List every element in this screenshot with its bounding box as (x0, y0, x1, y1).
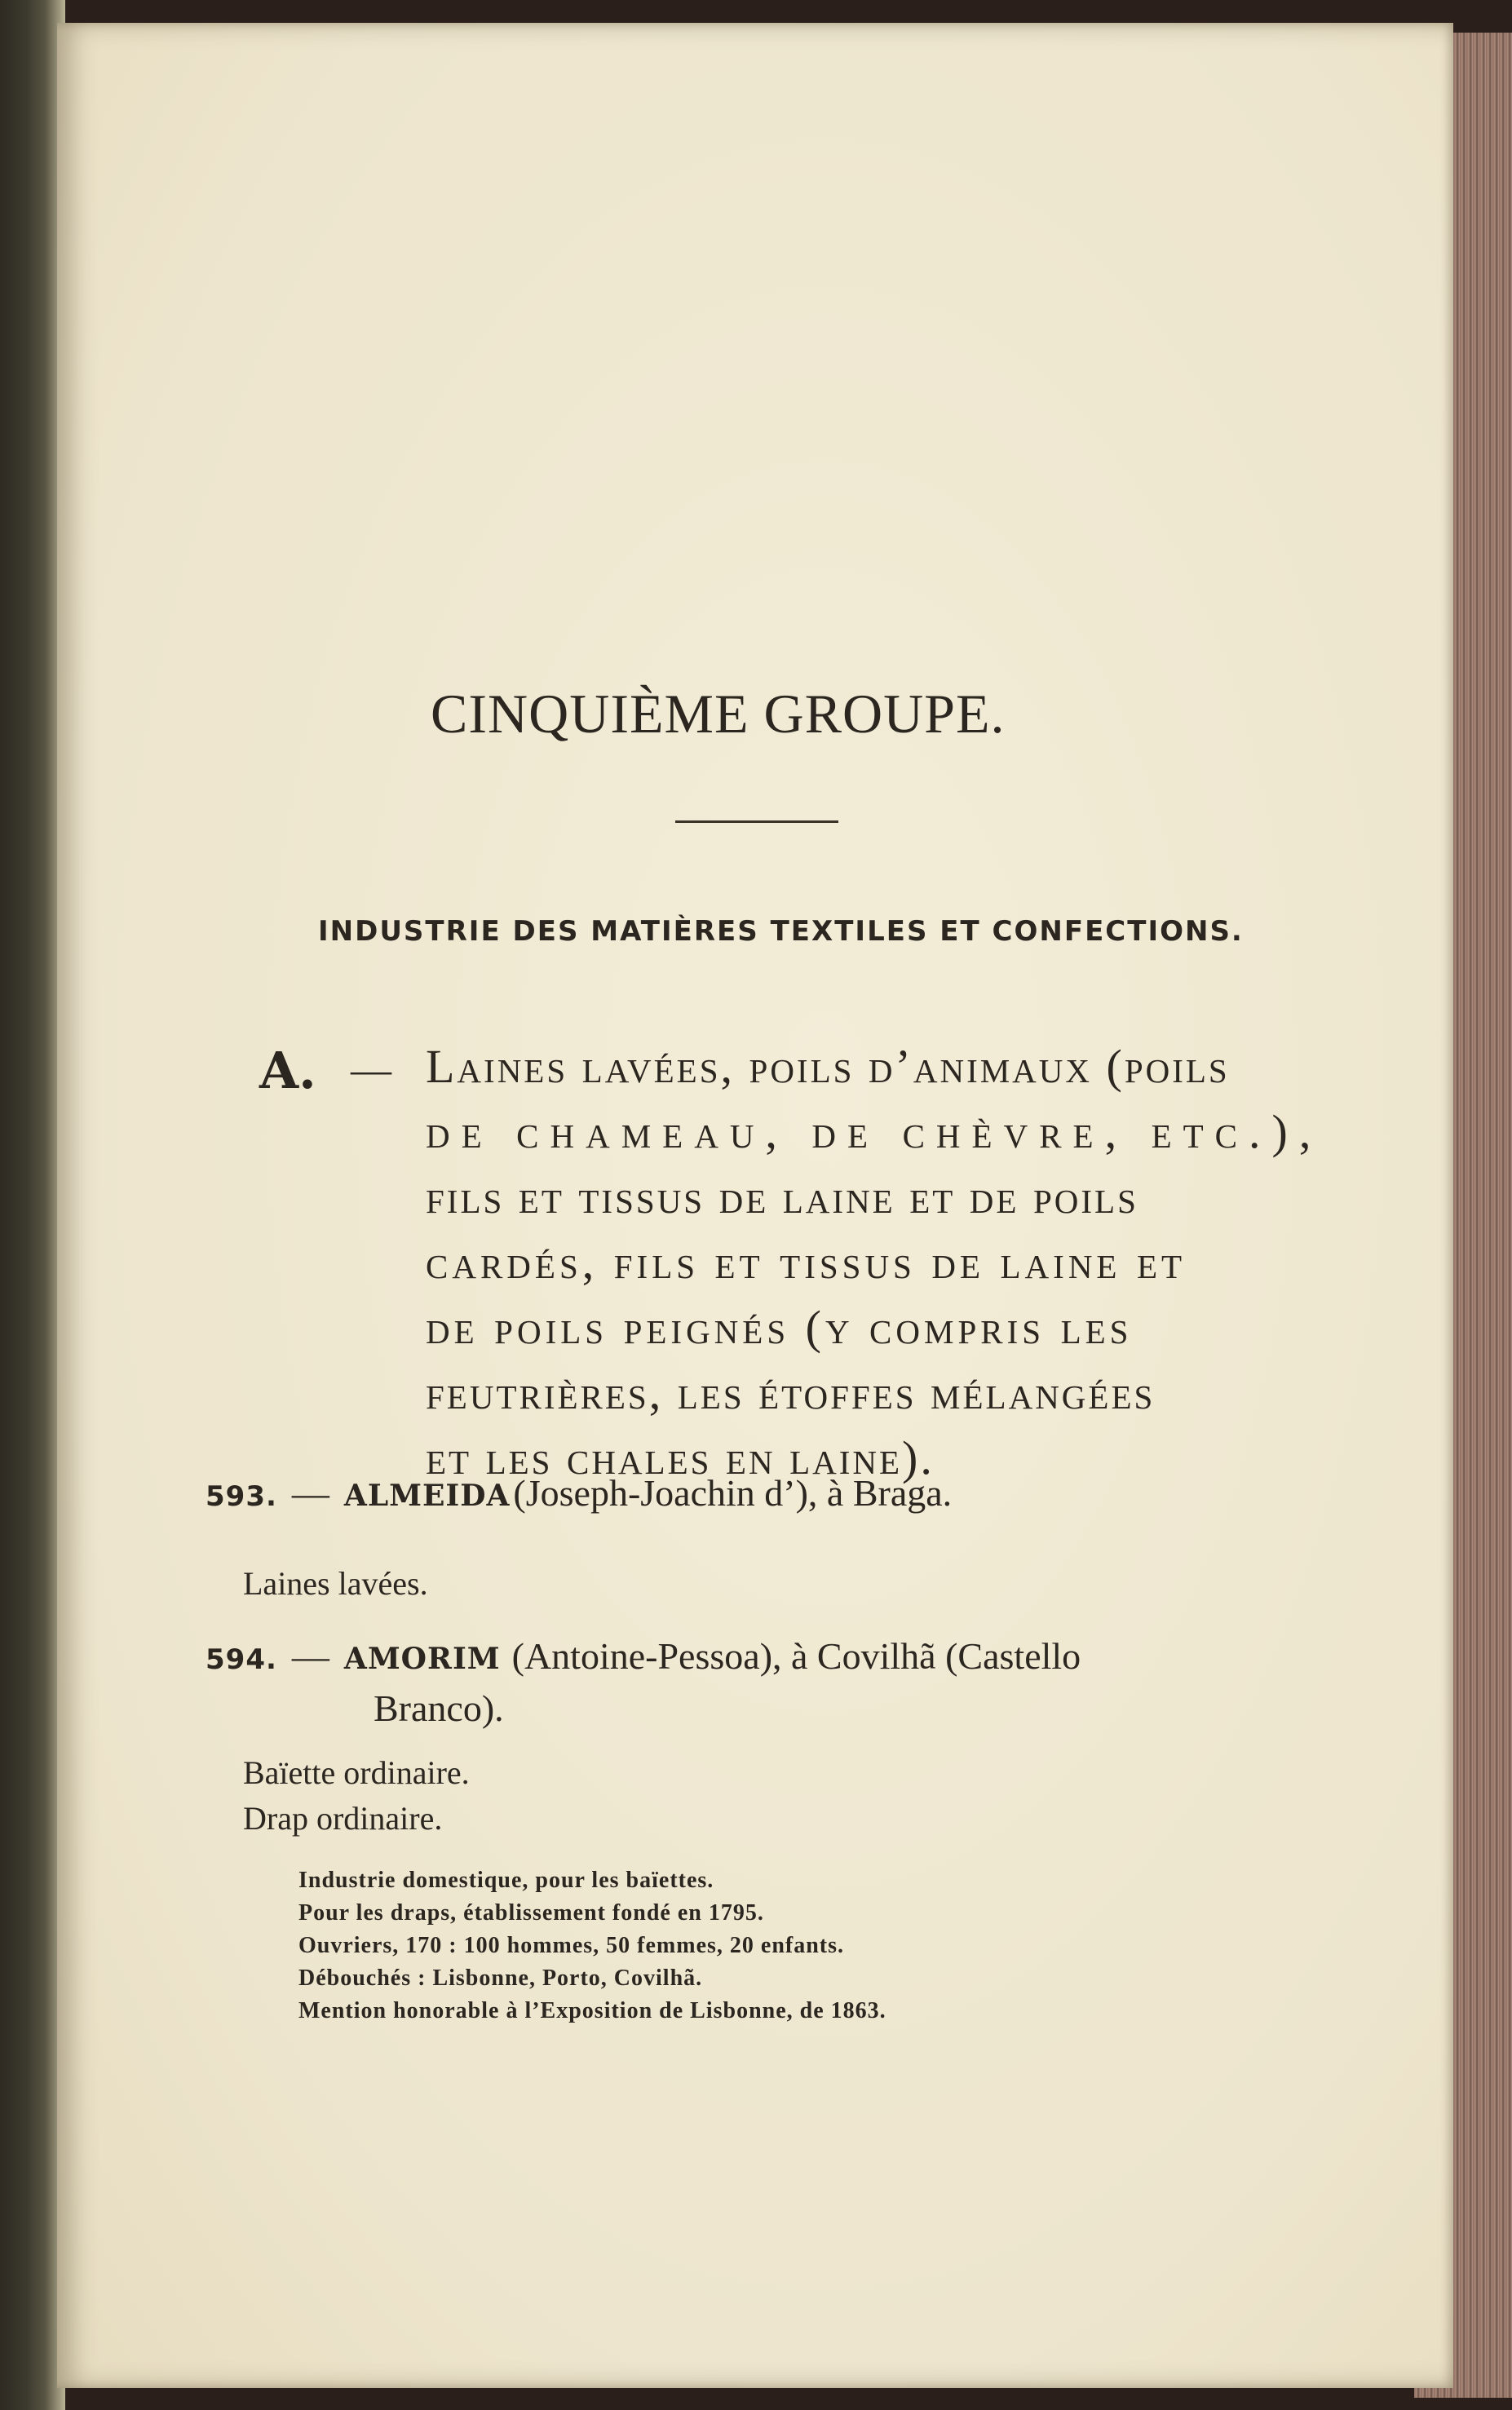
entry-dash: — (291, 1635, 329, 1677)
title-rule (675, 820, 838, 823)
book-binding (0, 0, 65, 2410)
entry-593-heading (206, 1471, 952, 1515)
exhibitor-details: (Joseph-Joachin d’), à Braga. (513, 1472, 953, 1514)
section-heading (426, 1034, 1322, 1491)
note-line: Ouvriers, 170 : 100 hommes, 50 femmes, 20 enfants. (298, 1933, 845, 1958)
product-item: Drap ordinaire. (243, 1800, 443, 1837)
entry-dash: — (291, 1472, 329, 1514)
section-line: fils et tissus de laine et de poils (426, 1170, 1138, 1223)
book-page (57, 23, 1453, 2388)
entry-number: 593. (206, 1480, 277, 1513)
note-line: Débouchés : Lisbonne, Porto, Covilhã. (298, 1966, 703, 1991)
section-line: et les chales en laine). (426, 1431, 935, 1484)
section-letter: A. (259, 1041, 316, 1100)
section-line: Laines lavées, poils d’animaux (poils (426, 1040, 1230, 1093)
note-line: Mention honorable à l’Exposition de Lisbonne, de 1863. (298, 1998, 886, 2023)
product-item: Laines lavées. (243, 1565, 428, 1602)
section-line: cardés, fils et tissus de laine et (426, 1236, 1187, 1289)
entry-594-heading (206, 1634, 1081, 1678)
exhibitor-name: AMORIM (343, 1642, 501, 1676)
group-subtitle: INDUSTRIE DES MATIÈRES TEXTILES ET CONFECTIONS. (318, 915, 1244, 948)
entry-number: 594. (206, 1643, 277, 1676)
section-dash: — (351, 1046, 391, 1092)
note-line: Industrie domestique, pour les baïettes. (298, 1868, 714, 1893)
product-item: Baïette ordinaire. (243, 1754, 470, 1791)
exhibitor-details: (Antoine-Pessoa), à Covilhã (Castello (511, 1635, 1081, 1677)
group-title: CINQUIÈME GROUPE. (431, 683, 1006, 745)
exhibitor-details-continued: Branco). (374, 1687, 504, 1729)
section-line: feutrières, les étoffes mélangées (426, 1366, 1156, 1419)
exhibitor-name: ALMEIDA (343, 1479, 511, 1513)
note-line: Pour les draps, établissement fondé en 1795. (298, 1900, 764, 1926)
section-line: de poils peignés (y compris les (426, 1301, 1133, 1354)
section-line: de chameau, de chèvre, etc.), (426, 1105, 1323, 1158)
